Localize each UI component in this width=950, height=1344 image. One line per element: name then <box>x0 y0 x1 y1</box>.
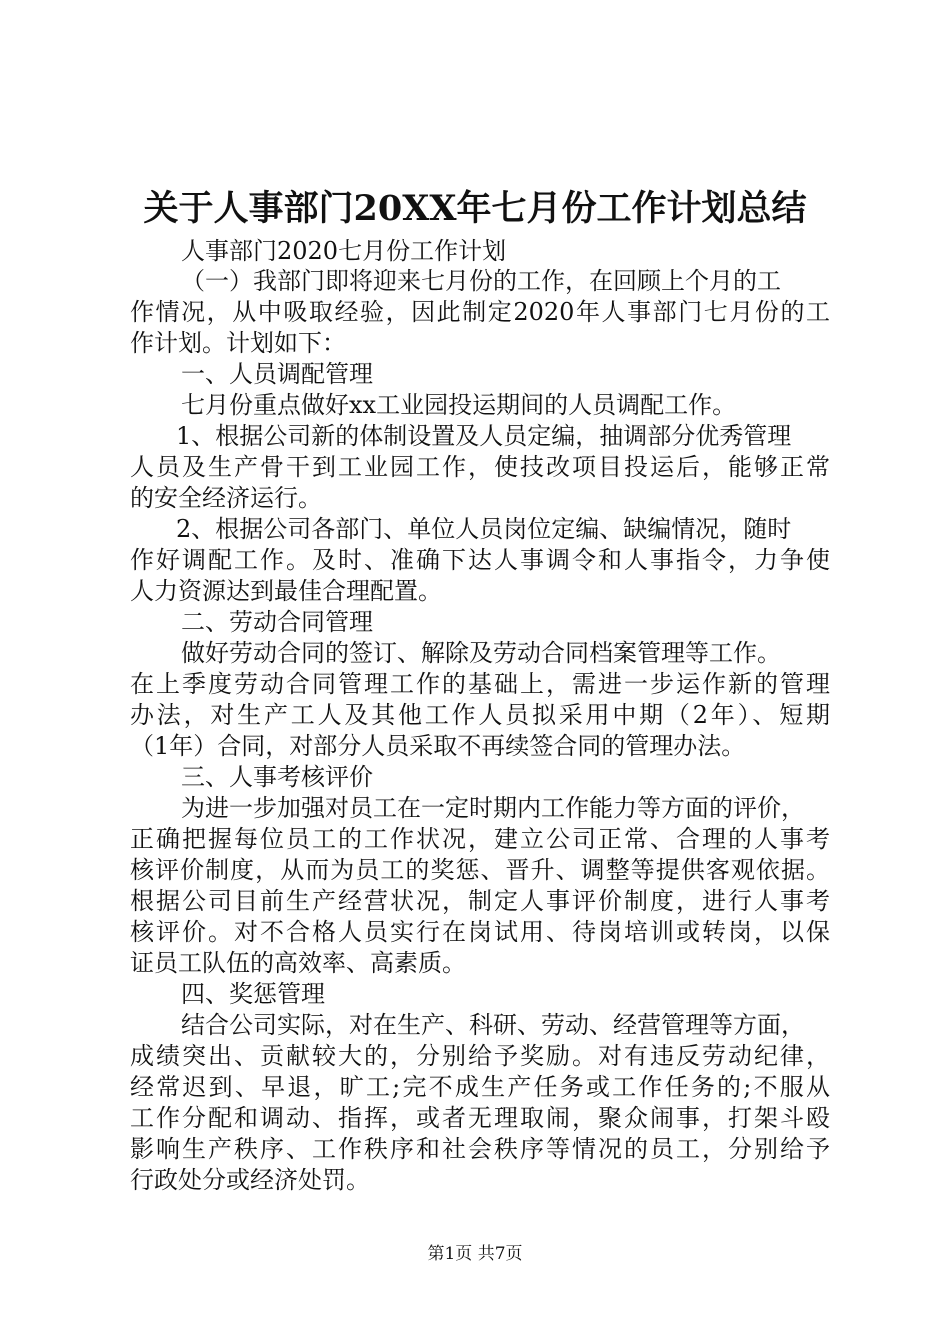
text-line: 2、根据公司各部门、单位人员岗位定编、缺编情况，随时 <box>176 515 792 543</box>
text-line: 人力资源达到最佳合理配置。 <box>130 577 442 605</box>
text-line: 正确把握每位员工的工作状况，建立公司正常、合理的人事考 <box>130 825 830 853</box>
document-title: 关于人事部门20XX年七月份工作计划总结 <box>143 188 807 229</box>
text-line: 经常迟到、早退，旷工;完不成生产任务或工作任务的;不服从 <box>130 1073 830 1101</box>
text-line: 1、根据公司新的体制设置及人员定编，抽调部分优秀管理 <box>176 422 792 450</box>
text-line: （1年）合同，对部分人员采取不再续签合同的管理办法。 <box>130 732 746 760</box>
text-line: 行政处分或经济处罚。 <box>130 1166 370 1194</box>
text-line: 为进一步加强对员工在一定时期内工作能力等方面的评价， <box>181 794 805 822</box>
section-heading: 四、奖惩管理 <box>181 980 325 1008</box>
text-line: 影响生产秩序、工作秩序和社会秩序等情况的员工，分别给予 <box>130 1135 830 1163</box>
text-line: 办法，对生产工人及其他工作人员拟采用中期（2年）、短期 <box>130 701 830 729</box>
text-line: 成绩突出、贡献较大的，分别给予奖励。对有违反劳动纪律， <box>130 1042 830 1070</box>
section-heading: 二、劳动合同管理 <box>181 608 373 636</box>
heading-plan-name: 人事部门2020七月份工作计划 <box>181 237 507 265</box>
text-line: 作情况，从中吸取经验，因此制定2020年人事部门七月份的工 <box>130 298 830 326</box>
text-line: 核评价。对不合格人员实行在岗试用、待岗培训或转岗，以保 <box>130 918 830 946</box>
section-heading: 一、人员调配管理 <box>181 360 373 388</box>
text-line: 证员工队伍的高效率、高素质。 <box>130 949 466 977</box>
text-line: 在上季度劳动合同管理工作的基础上，需进一步运作新的管理 <box>130 670 830 698</box>
text-line: （一）我部门即将迎来七月份的工作，在回顾上个月的工 <box>181 267 781 295</box>
text-line: 结合公司实际，对在生产、科研、劳动、经营管理等方面， <box>181 1011 805 1039</box>
text-line: 核评价制度，从而为员工的奖惩、晋升、调整等提供客观依据。 <box>130 856 830 884</box>
text-line: 做好劳动合同的签订、解除及劳动合同档案管理等工作。 <box>181 639 781 667</box>
text-line: 的安全经济运行。 <box>130 484 322 512</box>
section-heading: 三、人事考核评价 <box>181 763 373 791</box>
text-line: 根据公司目前生产经营状况，制定人事评价制度，进行人事考 <box>130 887 830 915</box>
text-line: 作好调配工作。及时、准确下达人事调令和人事指令，力争使 <box>130 546 830 574</box>
text-line: 七月份重点做好xx工业园投运期间的人员调配工作。 <box>181 391 737 419</box>
text-line: 工作分配和调动、指挥，或者无理取闹，聚众闹事，打架斗殴 <box>130 1104 830 1132</box>
text-line: 作计划。计划如下： <box>130 329 346 357</box>
text-line: 人员及生产骨干到工业园工作，使技改项目投运后，能够正常 <box>130 453 830 481</box>
page-number-footer: 第1页 共7页 <box>427 1244 523 1264</box>
